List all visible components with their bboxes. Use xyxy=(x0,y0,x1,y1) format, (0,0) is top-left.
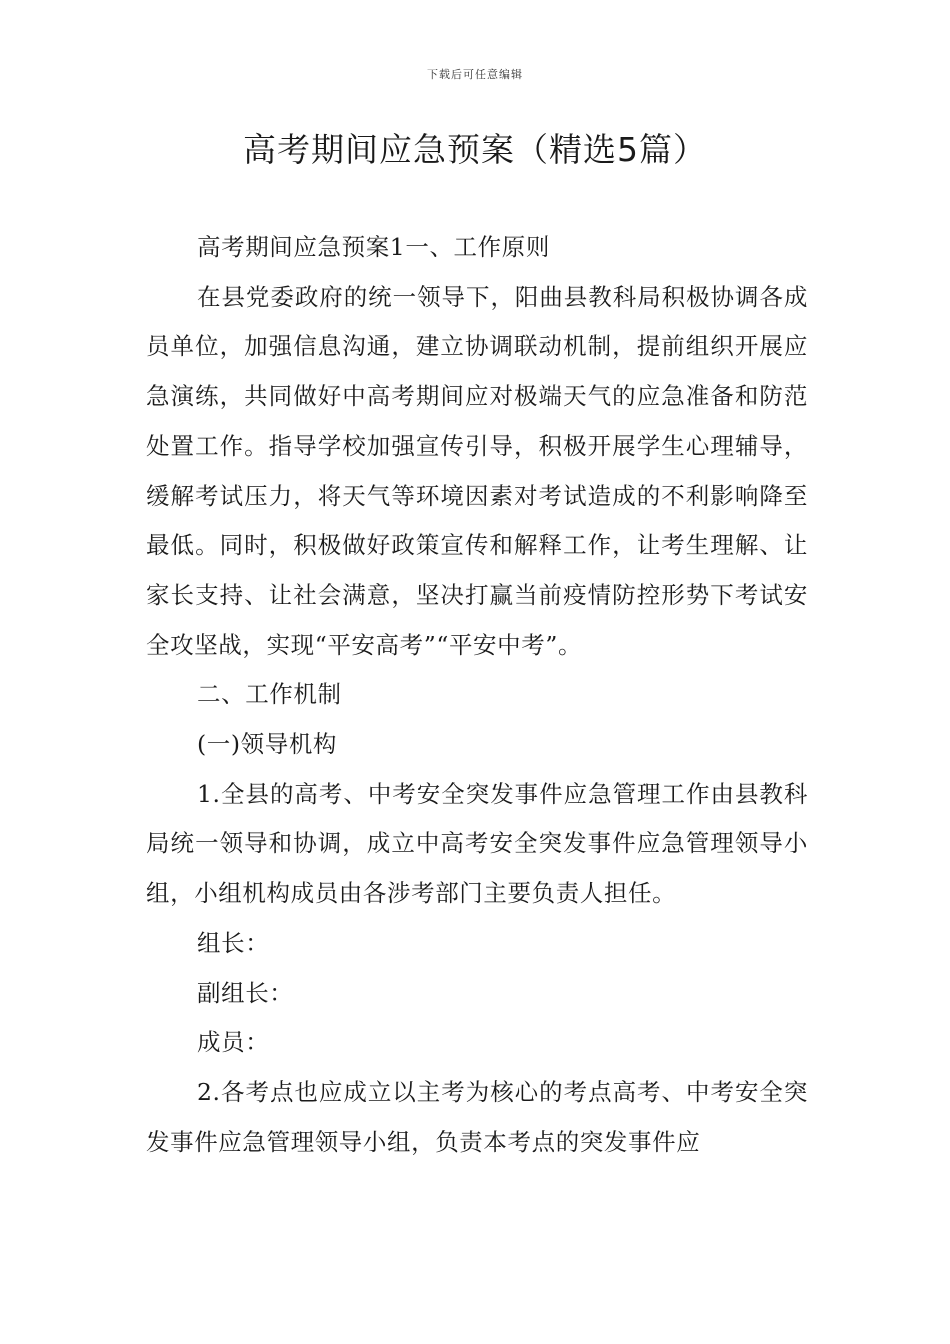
paragraph-deputy-leader: 副组长： xyxy=(197,978,294,1007)
document-body xyxy=(146,223,808,1167)
paragraph-leader: 组长： xyxy=(197,928,270,957)
paragraph-principle: 在县党委政府的统一领导下，阳曲县教科局积极协调各成员单位，加强信息沟通，建立协调联动机制，提前组织开展应急演练，共同做好中高考期间应对极端天气的应急准备和防范处置工作。指导学校加强宣传引导，积极开展学生心理辅导，缓解考试压力，将天气等环境因素对考试造成的不利影响降至最低。同时，积极做好政策宣传和解释工作，让考生理解、让家长支持、让社会满意，坚决打赢当前疫情防控形势下考试安全攻坚战，实现“平安高考”“平安中考”。 xyxy=(146,282,808,659)
header-note: 下载后可任意编辑 xyxy=(427,68,523,81)
paragraph-members: 成员： xyxy=(197,1028,270,1057)
document-title: 高考期间应急预案（精选5篇） xyxy=(243,130,707,169)
paragraph-item-1: 1.全县的高考、中考安全突发事件应急管理工作由县教科局统一领导和协调，成立中高考安全突发事件应急管理领导小组，小组机构成员由各涉考部门主要负责人担任。 xyxy=(146,779,808,908)
paragraph-leadership-heading: (一)领导机构 xyxy=(197,730,338,759)
paragraph-item-2: 2.各考点也应成立以主考为核心的考点高考、中考安全突发事件应急管理领导小组，负责本考点的突发事件应 xyxy=(146,1077,808,1156)
paragraph-mechanism-heading: 二、工作机制 xyxy=(197,680,342,709)
paragraph-section-heading: 高考期间应急预案1一、工作原则 xyxy=(197,233,550,261)
